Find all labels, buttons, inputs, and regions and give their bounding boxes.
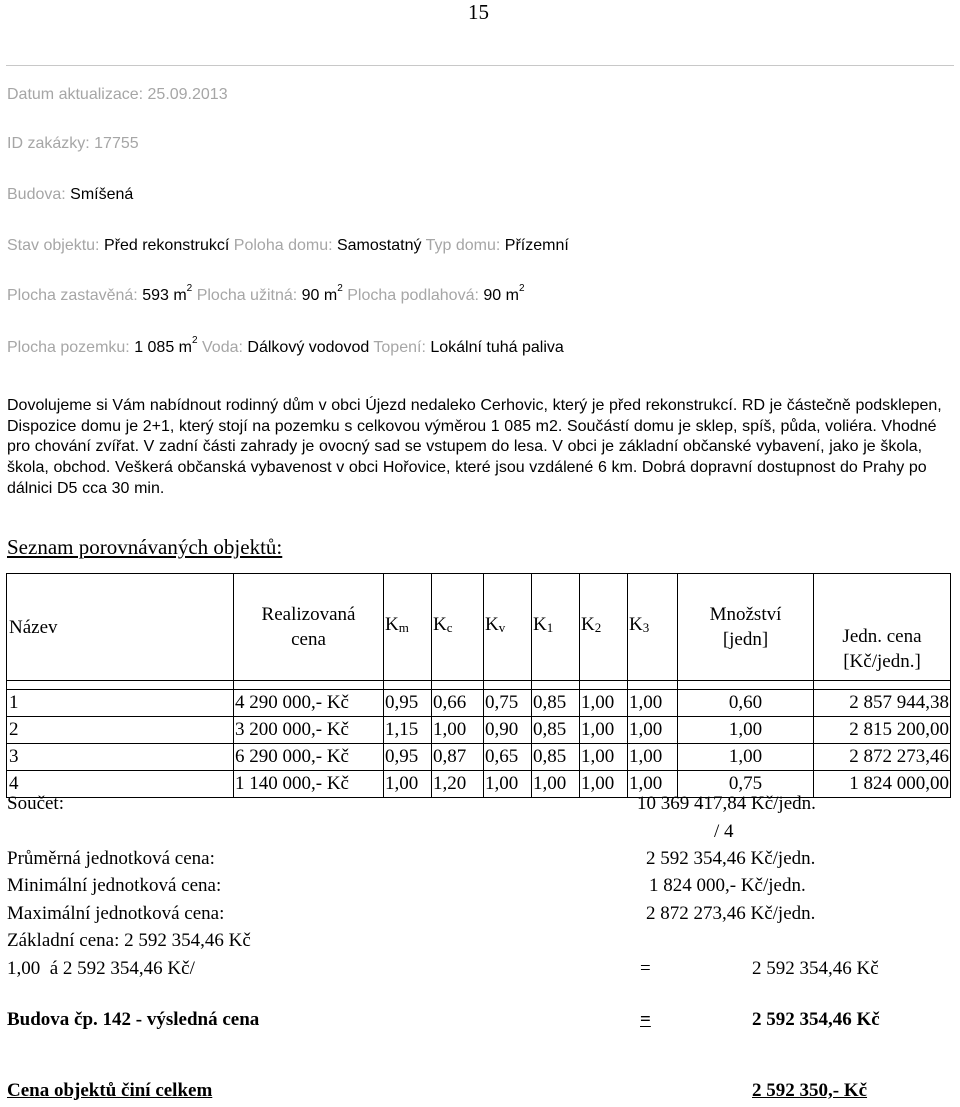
header-name: Název — [7, 574, 234, 681]
header-kc: $K_c$ — [432, 574, 484, 681]
floor-area-value: 90 $m^2$ — [483, 283, 525, 304]
maximum-price-label: Maximální jednotková cena: — [7, 903, 225, 924]
status-line — [7, 237, 569, 255]
page-number: 15 — [468, 0, 489, 24]
comparison-list-title: Seznam porovnávaných objektů: — [7, 535, 283, 559]
water-label: Voda: — [202, 339, 243, 356]
location-value: Samostatný — [336, 237, 422, 254]
header-quantity: Množství [jedn] — [678, 574, 814, 681]
location-label: Poloha domu: — [233, 237, 333, 254]
building-result-value: 2 592 354,46 Kč — [752, 1009, 880, 1030]
header-k3: $K_3$ — [628, 574, 678, 681]
heating-label: Topení: — [373, 339, 426, 356]
house-type-label: Typ domu: — [425, 237, 501, 254]
minimum-price-value: 1 824 000,- Kč/jedn. — [649, 875, 806, 896]
order-id-label: ID zakázky: — [7, 135, 90, 152]
total-label: Cena objektů činí celkem — [7, 1080, 213, 1101]
table-row: 4 1 140 000,- Kč 1,00 1,20 1,00 1,00 1,00 1,00 0,75 1 824 000,00 — [7, 771, 951, 798]
water-value: Dálkový vodovod — [247, 339, 370, 356]
status-label: Stav objektu: — [7, 237, 100, 254]
update-date-line — [7, 86, 228, 104]
building-result-equals: = — [640, 1009, 651, 1030]
built-area-value: 593 $m^2$ — [142, 283, 193, 304]
area-line — [7, 283, 525, 305]
building-line — [7, 186, 133, 204]
header-unit-price: Jedn. cena [Kč/jedn.] — [814, 574, 951, 681]
sum-label: Součet: — [7, 793, 64, 814]
usable-area-label: Plocha užitná: — [196, 287, 298, 304]
average-price-value: 2 592 354,46 Kč/jedn. — [646, 848, 816, 869]
comparison-table — [6, 573, 951, 798]
plot-area-value: 1 085 $m^2$ — [134, 335, 198, 356]
house-type-value: Přízemní — [504, 237, 569, 254]
building-label: Budova: — [7, 186, 66, 203]
building-result-label: Budova čp. 142 - výsledná cena — [7, 1009, 260, 1030]
status-value: Před rekonstrukcí — [103, 237, 230, 254]
usable-area-value: 90 $m^2$ — [301, 283, 343, 304]
built-area-label: Plocha zastavěná: — [7, 287, 138, 304]
header-price: Realizovaná cena — [234, 574, 384, 681]
building-value: Smíšená — [70, 186, 134, 203]
table-row: 2 3 200 000,- Kč 1,15 1,00 0,90 0,85 1,00 1,00 1,00 2 815 200,00 — [7, 717, 951, 744]
table-spacer — [7, 681, 951, 690]
table-header-row — [7, 574, 951, 681]
table-row: 1 4 290 000,- Kč 0,95 0,66 0,75 0,85 1,00 1,00 0,60 2 857 944,38 — [7, 690, 951, 717]
header-k2: $K_2$ — [580, 574, 628, 681]
base-price: Základní cena: 2 592 354,46 Kč — [7, 930, 251, 951]
header-kv: $K_v$ — [484, 574, 532, 681]
calculation-line: 1,00 á 2 592 354,46 Kč/ — [7, 958, 195, 979]
order-id-line — [7, 135, 139, 153]
sum-value: 10 369 417,84 Kč/jedn. — [637, 793, 816, 814]
plot-line — [7, 335, 564, 357]
header-divider — [6, 65, 954, 66]
update-date-value: 25.09.2013 — [147, 86, 228, 103]
heating-value: Lokální tuhá paliva — [430, 339, 564, 356]
update-date-label: Datum aktualizace: — [7, 86, 144, 103]
average-price-label: Průměrná jednotková cena: — [7, 848, 215, 869]
minimum-price-label: Minimální jednotková cena: — [7, 875, 222, 896]
header-k1: $K_1$ — [532, 574, 580, 681]
maximum-price-value: 2 872 273,46 Kč/jedn. — [646, 903, 816, 924]
sum-divisor: / 4 — [714, 821, 734, 842]
total-value: 2 592 350,- Kč — [752, 1080, 868, 1101]
property-description: Dovolujeme si Vám nabídnout rodinný dům v obci Újezd nedaleko Cerhovic, který je před rekonstrukcí. RD je částečně podsklepen, Dispozice domu je 2+1, který stojí na pozemku s celkovou výměrou 1 085 m2. Součástí domu je sklep, spíš, půda, voliéra. Vhodné pro chování zvířat. V zadní části zahrady je ovocný sad se vstupem do lesa. V obci je základní občanské vybavení, jako je škola, škola, obchod. Veškerá občanská vybavenost v obci Hořovice, které jsou vzdálené 6 km. Dobrá dopravní dostupnost do Prahy po dálnici D5 cca 30 min. — [7, 397, 942, 497]
floor-area-label: Plocha podlahová: — [347, 287, 479, 304]
header-km: $K_m$ — [384, 574, 432, 681]
table-row: 3 6 290 000,- Kč 0,95 0,87 0,65 0,85 1,00 1,00 1,00 2 872 273,46 — [7, 744, 951, 771]
calculation-value: 2 592 354,46 Kč — [752, 958, 879, 979]
building-result-underline — [640, 1009, 912, 1031]
plot-area-label: Plocha pozemku: — [7, 339, 130, 356]
calculation-equals: = — [640, 958, 651, 979]
order-id-value: 17755 — [94, 135, 139, 152]
